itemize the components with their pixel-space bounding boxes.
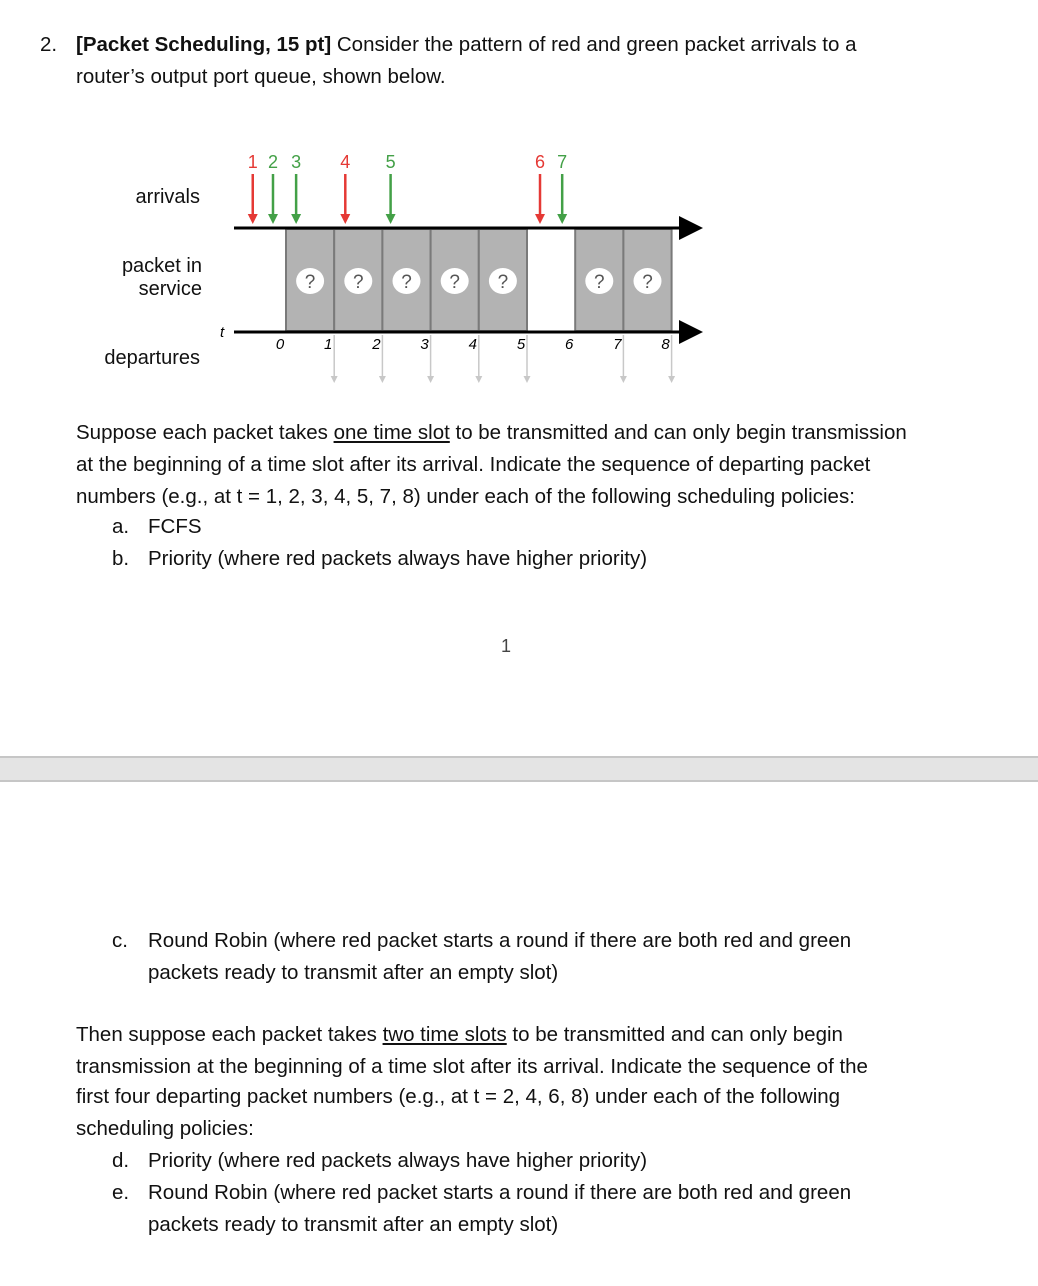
- time-tick-label: 3: [420, 336, 429, 353]
- unknown-packet-mark: ?: [401, 272, 412, 293]
- part1-line2: at the beginning of a time slot after its arrival. Indicate the sequence of departing packet: [76, 453, 871, 476]
- time-tick-label: 4: [468, 336, 477, 353]
- departures-label: departures: [104, 347, 200, 369]
- arrival-arrowhead: [535, 214, 545, 224]
- departure-arrowhead: [427, 376, 434, 383]
- departure-arrowhead: [331, 376, 338, 383]
- arrival-packet-label: 3: [291, 152, 302, 172]
- underlined-text: one time slot: [333, 421, 450, 444]
- intro-text: Consider the pattern of red and green packet arrivals to a: [331, 33, 857, 56]
- text: to be transmitted and can only begin: [506, 1023, 843, 1046]
- unknown-packet-mark: ?: [497, 272, 509, 293]
- text: Suppose each packet takes: [76, 421, 334, 444]
- packet-timeline-diagram: [0, 0, 1038, 400]
- arrivals-label: arrivals: [135, 186, 200, 208]
- service-label-1: packet in: [121, 255, 202, 277]
- part-e-line1: Round Robin (where red packet starts a round if there are both red and green: [148, 1181, 852, 1204]
- arrival-packet-label: 5: [385, 152, 396, 172]
- arrival-arrowhead: [557, 214, 567, 224]
- part-b-text: Priority (where red packets always have higher priority): [148, 547, 648, 570]
- service-label-2: service: [138, 278, 202, 300]
- question-number: 2.: [40, 33, 58, 56]
- arrival-arrowhead: [291, 214, 301, 224]
- time-tick-label: 7: [613, 336, 622, 353]
- part-a-marker: a.: [112, 515, 130, 538]
- part-c-marker: c.: [112, 929, 128, 952]
- part-d-text: Priority (where red packets always have higher priority): [148, 1149, 648, 1172]
- arrival-packet-label: 4: [340, 152, 351, 172]
- part-e-line2: packets ready to transmit after an empty slot): [148, 1213, 559, 1236]
- underlined-text: two time slots: [382, 1023, 507, 1046]
- departure-arrowhead: [475, 376, 482, 383]
- unknown-packet-mark: ?: [449, 272, 460, 293]
- t-axis-label: t: [220, 324, 225, 341]
- text: to be transmitted and can only begin transmission: [449, 421, 907, 444]
- part-b-marker: b.: [112, 547, 130, 570]
- part2-line4: scheduling policies:: [76, 1117, 254, 1140]
- departure-arrowhead: [668, 376, 675, 383]
- time-tick-label: 0: [275, 336, 285, 353]
- part-d-marker: d.: [112, 1149, 130, 1172]
- unknown-packet-mark: ?: [594, 272, 605, 293]
- unknown-packet-mark: ?: [353, 272, 364, 293]
- part2-line3: first four departing packet numbers (e.g., at t = 2, 4, 6, 8) under each of the following: [76, 1085, 841, 1108]
- part2-line1: [76, 1023, 843, 1047]
- question-title: [Packet Scheduling, 15 pt]: [76, 33, 332, 56]
- part1-line3: numbers (e.g., at t = 1, 2, 3, 4, 5, 7, 8) under each of the following scheduling policies:: [76, 485, 855, 508]
- departure-arrowhead: [524, 376, 531, 383]
- arrival-arrowhead: [386, 214, 396, 224]
- question-intro-line2: router’s output port queue, shown below.: [76, 65, 446, 88]
- part1-line1: [76, 421, 907, 445]
- text: Then suppose each packet takes: [76, 1023, 383, 1046]
- arrival-packet-label: 6: [535, 152, 546, 172]
- time-tick-label: 2: [372, 336, 381, 353]
- unknown-packet-mark: ?: [304, 272, 316, 293]
- arrival-packet-label: 2: [267, 152, 278, 172]
- part2-line2: transmission at the beginning of a time slot after its arrival. Indicate the sequence of the: [76, 1055, 868, 1078]
- arrival-arrowhead: [248, 214, 258, 224]
- unknown-packet-mark: ?: [642, 272, 653, 293]
- part-c-line1: Round Robin (where red packet starts a round if there are both red and green: [148, 929, 852, 952]
- page-number: 1: [501, 636, 512, 656]
- time-tick-label: 5: [516, 336, 526, 353]
- departure-arrowhead: [620, 376, 627, 383]
- time-tick-label: 1: [324, 336, 333, 353]
- time-tick-label: 8: [661, 336, 670, 353]
- arrival-arrowhead: [268, 214, 278, 224]
- arrival-packet-label: 1: [247, 152, 258, 172]
- time-tick-label: 6: [565, 336, 574, 353]
- part-e-marker: e.: [112, 1181, 130, 1204]
- page-break-separator: [0, 756, 1038, 782]
- part-c-line2: packets ready to transmit after an empty slot): [148, 961, 559, 984]
- part-a-text: FCFS: [148, 515, 202, 538]
- departure-arrowhead: [379, 376, 386, 383]
- arrival-arrowhead: [340, 214, 350, 224]
- arrival-packet-label: 7: [557, 152, 568, 172]
